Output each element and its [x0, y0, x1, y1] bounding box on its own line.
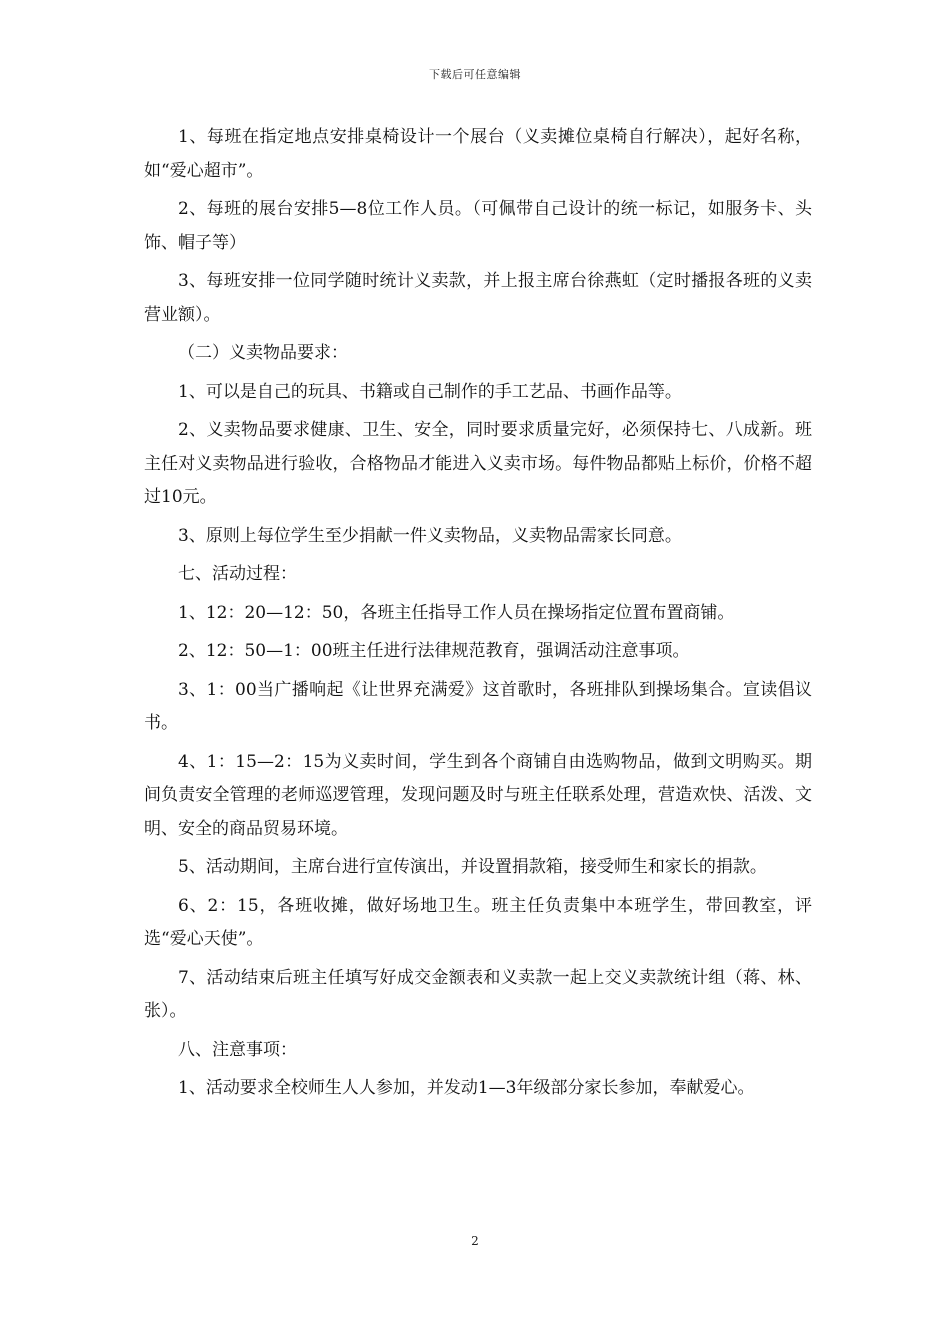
paragraph-staff-count: 2、每班的展台安排5—8位工作人员。（可佩带自己设计的统一标记，如服务卡、头饰、帽子等）: [144, 199, 812, 253]
paragraph-process-step-1: 1、12：20—12：50，各班主任指导工作人员在操场指定位置布置商铺。: [178, 602, 735, 623]
paragraph-item-sources: 1、可以是自己的玩具、书籍或自己制作的手工艺品、书画作品等。: [178, 381, 682, 402]
paragraph-note-1: 1、活动要求全校师生人人参加，并发动1—3年级部分家长参加，奉献爱心。: [178, 1078, 755, 1098]
section-heading-activity-process: 七、活动过程：: [178, 564, 297, 584]
paragraph-sales-report: 3、每班安排一位同学随时统计义卖款，并上报主席台徐燕虹（定时播报各班的义卖营业额）。: [144, 271, 812, 325]
paragraph-booth-setup: 1、每班在指定地点安排桌椅设计一个展台（义卖摊位桌椅自行解决），起好名称，如“爱心超市”。: [144, 127, 812, 181]
paragraph-process-step-5: 5、活动期间，主席台进行宣传演出，并设置捐款箱，接受师生和家长的捐款。: [178, 857, 767, 877]
section-heading-item-requirements: （二）义卖物品要求：: [178, 343, 348, 363]
paragraph-process-step-6: 6、2：15，各班收摊，做好场地卫生。班主任负责集中本班学生，带回教室，评选“爱心天使”。: [144, 895, 812, 949]
section-heading-notes: 八、注意事项：: [178, 1039, 297, 1060]
paragraph-process-step-4: 4、1：15—2：15为义卖时间，学生到各个商铺自由选购物品，做到文明购买。期间负责安全管理的老师巡逻管理，发现问题及时与班主任联系处理，营造欢快、活泼、文明、安全的商品贸易环境。: [144, 751, 812, 839]
paragraph-item-quality: 2、义卖物品要求健康、卫生、安全，同时要求质量完好，必须保持七、八成新。班主任对义卖物品进行验收，合格物品才能进入义卖市场。每件物品都贴上标价，价格不超过10元。: [144, 420, 812, 507]
page-header: 下载后可任意编辑: [429, 68, 521, 81]
paragraph-process-step-2: 2、12：50—1：00班主任进行法律规范教育，强调活动注意事项。: [178, 641, 690, 661]
paragraph-process-step-7: 7、活动结束后班主任填写好成交金额表和义卖款一起上交义卖款统计组（蒋、林、张）。: [144, 967, 812, 1021]
paragraph-item-donation: 3、原则上每位学生至少捐献一件义卖物品，义卖物品需家长同意。: [178, 525, 682, 546]
document-body: [144, 121, 812, 1111]
paragraph-process-step-3: 3、1：00当广播响起《让世界充满爱》这首歌时，各班排队到操场集合。宣读倡议书。: [144, 679, 812, 733]
page-number: 2: [471, 1234, 479, 1248]
